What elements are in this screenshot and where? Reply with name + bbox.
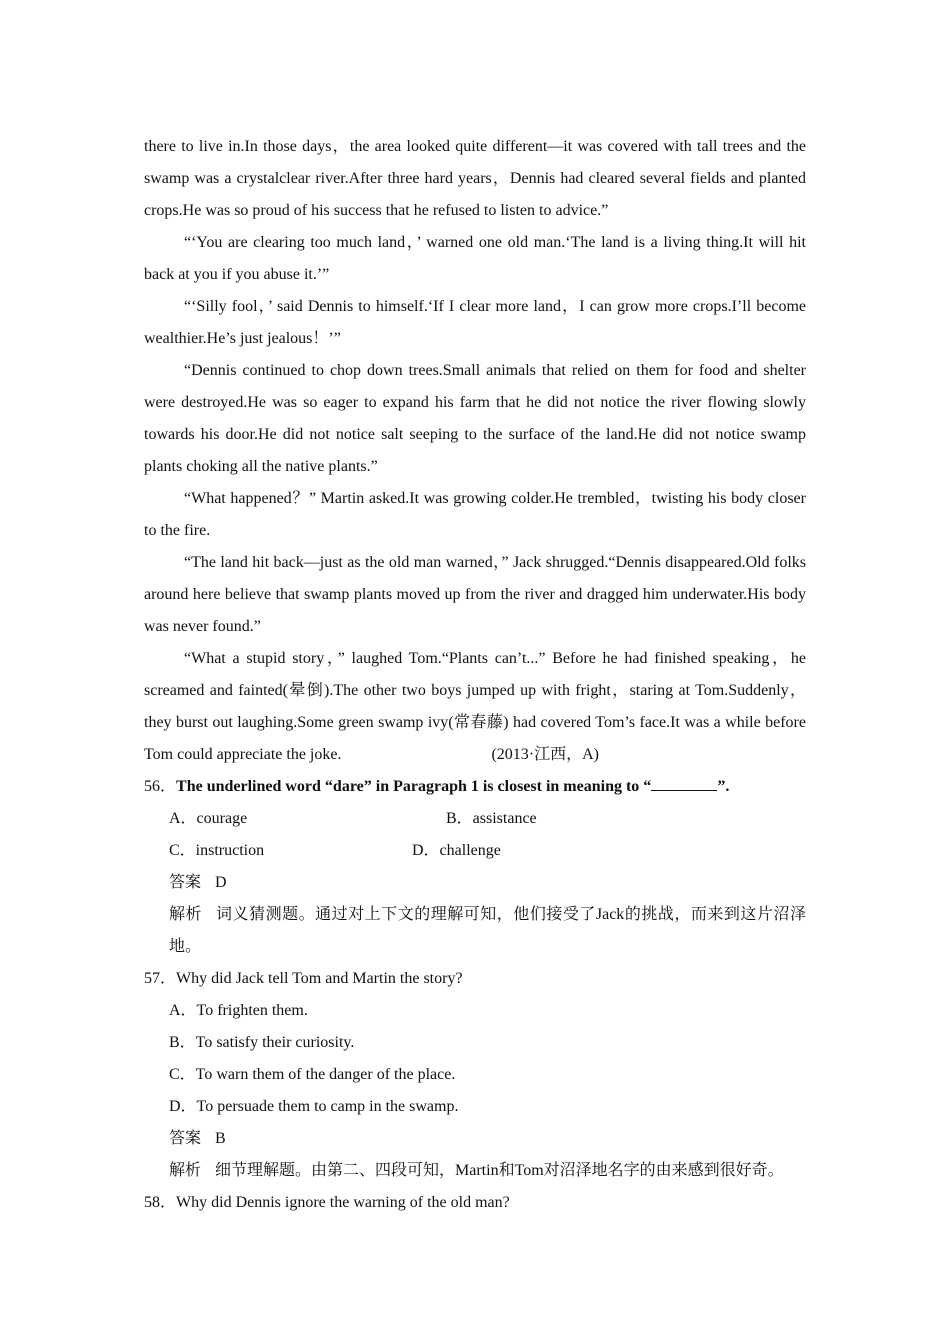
answer-label: 答案 xyxy=(169,874,202,891)
analysis-label: 解析 xyxy=(169,906,203,923)
passage-paragraph-5: “The land hit back—just as the old man warned，” Jack shrugged.“Dennis disappeared.Old folks around here believe that swamp plants moved up from the river and dragged him underwater.His body was never found.” xyxy=(144,554,806,635)
option-b: B．assistance xyxy=(446,810,537,827)
passage-paragraph-0: there to live in.In those days，the area looked quite different—it was covered with tall trees and the swamp was a crystalclear river.After three hard years，Dennis had cleared several fields and planted crops.He was so proud of his success that he refused to listen to advice.” xyxy=(144,138,807,219)
passage-paragraph-1: “‘You are clearing too much land，’ warned one old man.‘The land is a living thing.It will hit back at you if you abuse it.’” xyxy=(144,234,806,283)
passage-paragraph-6 xyxy=(144,643,806,771)
option-d: D．To persuade them to camp in the swamp. xyxy=(169,1098,459,1115)
option-d: D．challenge xyxy=(412,842,501,859)
option-a: A．courage xyxy=(169,810,248,827)
question-stem-end: ”. xyxy=(717,778,730,795)
question-number: 58． xyxy=(144,1194,177,1211)
analysis-text: 词义猜测题。通过对上下文的理解可知，他们接受了Jack的挑战，而来到这片沼泽地。 xyxy=(169,906,806,955)
document-content xyxy=(144,131,806,1219)
question-58 xyxy=(144,1187,806,1219)
answer-value: B xyxy=(215,1130,226,1147)
option-c: C．instruction xyxy=(169,842,265,859)
answer-line xyxy=(144,1123,806,1155)
passage-paragraph-4: “What happened？” Martin asked.It was growing colder.He trembled，twisting his body closer to the fire. xyxy=(144,490,806,539)
option-b: B．To satisfy their curiosity. xyxy=(169,1034,355,1051)
answer-label: 答案 xyxy=(169,1130,202,1147)
question-number: 56． xyxy=(144,778,177,795)
question-56 xyxy=(144,771,806,803)
analysis-label: 解析 xyxy=(169,1162,202,1179)
answer-blank xyxy=(651,776,717,791)
answer-line xyxy=(144,867,806,899)
question-stem: Why did Jack tell Tom and Martin the story? xyxy=(176,970,463,987)
option-a: A．To frighten them. xyxy=(169,1002,308,1019)
answer-value: D xyxy=(215,874,227,891)
passage-paragraph-6-text: “What a stupid story，” laughed Tom.“Plants can’t...” Before he had finished speaking，he screamed and fainted(晕倒).The other two boys jumped up with fright，staring at Tom.Suddenly，they burst out laughing.Some green swamp ivy(常春藤) had covered Tom’s face.It was a while before Tom could appreciate the joke. xyxy=(144,650,807,763)
passage-paragraph-3: “Dennis continued to chop down trees.Small animals that relied on them for food and shelter were destroyed.He was so eager to expand his farm that he did not notice the river flowing slowly towards his door.He did not notice salt seeping to the surface of the land.He did not notice swamp plants choking all the native plants.” xyxy=(144,362,806,475)
question-stem: The underlined word “dare” in Paragraph 1 is closest in meaning to “ xyxy=(176,778,652,795)
option-c: C．To warn them of the danger of the place. xyxy=(169,1066,456,1083)
question-stem: Why did Dennis ignore the warning of the old man? xyxy=(176,1194,510,1211)
analysis-text: 细节理解题。由第二、四段可知，Martin和Tom对沼泽地名字的由来感到很好奇。 xyxy=(215,1162,784,1179)
analysis-line xyxy=(144,1155,806,1187)
analysis-line xyxy=(144,899,806,963)
question-number: 57． xyxy=(144,970,177,987)
source-citation: (2013·江西，A) xyxy=(491,746,600,763)
options-row-cd xyxy=(144,835,806,867)
question-57 xyxy=(144,963,806,995)
passage-paragraph-2: “‘Silly fool，’ said Dennis to himself.‘If I clear more land，I can grow more crops.I’ll become wealthier.He’s just jealous！’” xyxy=(144,298,806,347)
options-row-ab xyxy=(144,803,806,835)
